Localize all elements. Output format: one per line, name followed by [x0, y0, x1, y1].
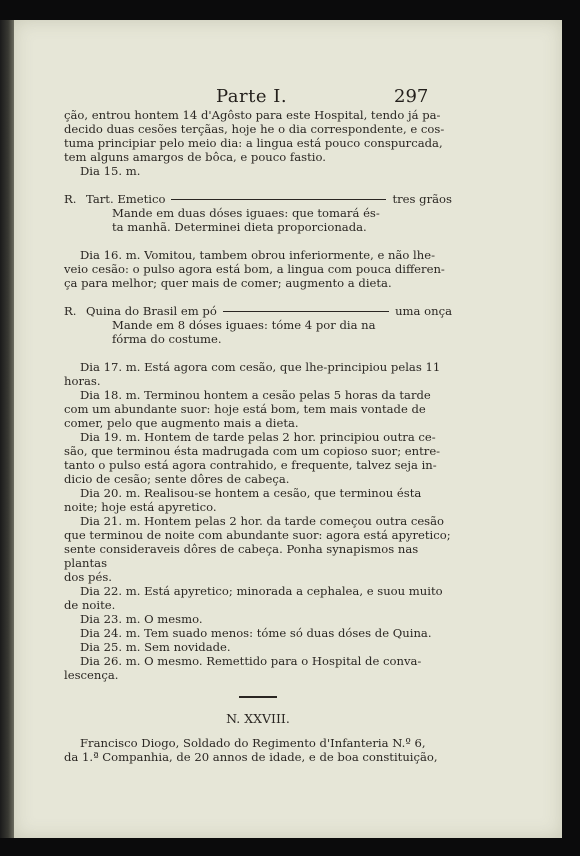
text-line: sente consideraveis dôres de cabeça. Ponha synapismos nas plantas	[64, 542, 419, 570]
text-line: noite; hoje está apyretico.	[64, 500, 217, 514]
text-line: veio cesão: o pulso agora está bom, a lingua com pouca differen-	[64, 262, 445, 276]
recipe-mark: R.	[64, 192, 77, 206]
prescription-instructions: Mande em duas dóses iguaes: que tomará és-	[112, 206, 380, 220]
text-line: tuma principiar pelo meio dia: a lingua está pouco conspurcada,	[64, 136, 443, 150]
text-line: Dia 24. m. Tem suado menos: tóme só duas dóses de Quina.	[80, 626, 432, 640]
text-line: comer, pelo que augmento mais a dieta.	[64, 416, 299, 430]
text-line: que terminou de noite com abundante suor: agora está apyretico;	[64, 528, 451, 542]
drug-quantity: tres grãos	[392, 192, 452, 206]
case-number-heading: N. XXVIII.	[226, 711, 290, 726]
text-line: tanto o pulso está agora contrahido, e frequente, talvez seja in-	[64, 458, 437, 472]
text-line: Dia 21. m. Hontem pelas 2 hor. da tarde começou outra cesão	[80, 514, 445, 528]
prescription	[64, 192, 452, 234]
text-line: Dia 23. m. O mesmo.	[80, 612, 203, 626]
text-line: lescença.	[64, 668, 119, 682]
page-number: 297	[394, 86, 429, 107]
dash-rule	[223, 311, 389, 312]
text-line: Dia 17. m. Está agora com cesão, que lhe-principiou pelas 11	[80, 360, 441, 374]
book-page	[14, 20, 562, 838]
text-line: dicio de cesão; sente dôres de cabeça.	[64, 472, 290, 486]
text-line: Dia 26. m. O mesmo. Remettido para o Hospital de conva-	[80, 654, 422, 668]
text-line: tem alguns amargos de bôca, e pouco fastio.	[64, 150, 326, 164]
drug-name: Tart. Emetico	[86, 192, 166, 206]
text-line: Dia 18. m. Terminou hontem a cesão pelas 5 horas da tarde	[80, 388, 431, 402]
book-gutter	[0, 20, 14, 838]
text-line: Dia 22. m. Está apyretico; minorada a cephalea, e suou muito	[80, 584, 443, 598]
text-line: ça para melhor; quer mais de comer; augmento a dieta.	[64, 276, 392, 290]
day-entry: Dia 15. m.	[80, 164, 141, 178]
prescription-line	[86, 304, 452, 318]
paragraph	[64, 108, 452, 164]
part-title: Parte I.	[216, 86, 288, 107]
text-line: são, que terminou ésta madrugada com um copioso suor; entre-	[64, 444, 441, 458]
text-line: Dia 19. m. Hontem de tarde pelas 2 hor. principiou outra ce-	[80, 430, 436, 444]
paragraph	[64, 360, 452, 682]
prescription-instructions: fórma do costume.	[112, 332, 222, 346]
section-rule	[239, 696, 277, 698]
prescription-instructions: ta manhã. Determinei dieta proporcionada.	[112, 220, 367, 234]
recipe-mark: R.	[64, 304, 77, 318]
text-line: Dia 25. m. Sem novidade.	[80, 640, 231, 654]
text-line: da 1.ª Companhia, de 20 annos de idade, e de boa constituição,	[64, 750, 438, 764]
text-line: ção, entrou hontem 14 d'Agôsto para este Hospital, tendo já pa-	[64, 108, 441, 122]
text-line: Dia 16. m. Vomitou, tambem obrou inferiormente, e não lhe-	[80, 248, 436, 262]
prescription-line	[86, 192, 452, 206]
text-line: Dia 20. m. Realisou-se hontem a cesão, que terminou ésta	[80, 486, 422, 500]
prescription	[64, 304, 452, 346]
prescription-instructions: Mande em 8 dóses iguaes: tóme 4 por dia na	[112, 318, 376, 332]
prescription-body	[86, 192, 452, 234]
text-line: dos pés.	[64, 570, 112, 584]
text-line: horas.	[64, 374, 101, 388]
drug-quantity: uma onça	[395, 304, 452, 318]
paragraph	[64, 736, 452, 764]
prescription-body	[86, 304, 452, 346]
paragraph	[64, 248, 452, 290]
spacer	[64, 726, 452, 736]
drug-name: Quina do Brasil em pó	[86, 304, 217, 318]
text-line: com um abundante suor: hoje está bom, tem mais vontade de	[64, 402, 426, 416]
text-line: decido duas cesões terçãas, hoje he o dia correspondente, e cos-	[64, 122, 445, 136]
dash-rule	[171, 199, 386, 200]
page-body	[64, 108, 452, 764]
text-line: Francisco Diogo, Soldado do Regimento d'Infanteria N.º 6,	[80, 736, 426, 750]
text-line: de noite.	[64, 598, 116, 612]
